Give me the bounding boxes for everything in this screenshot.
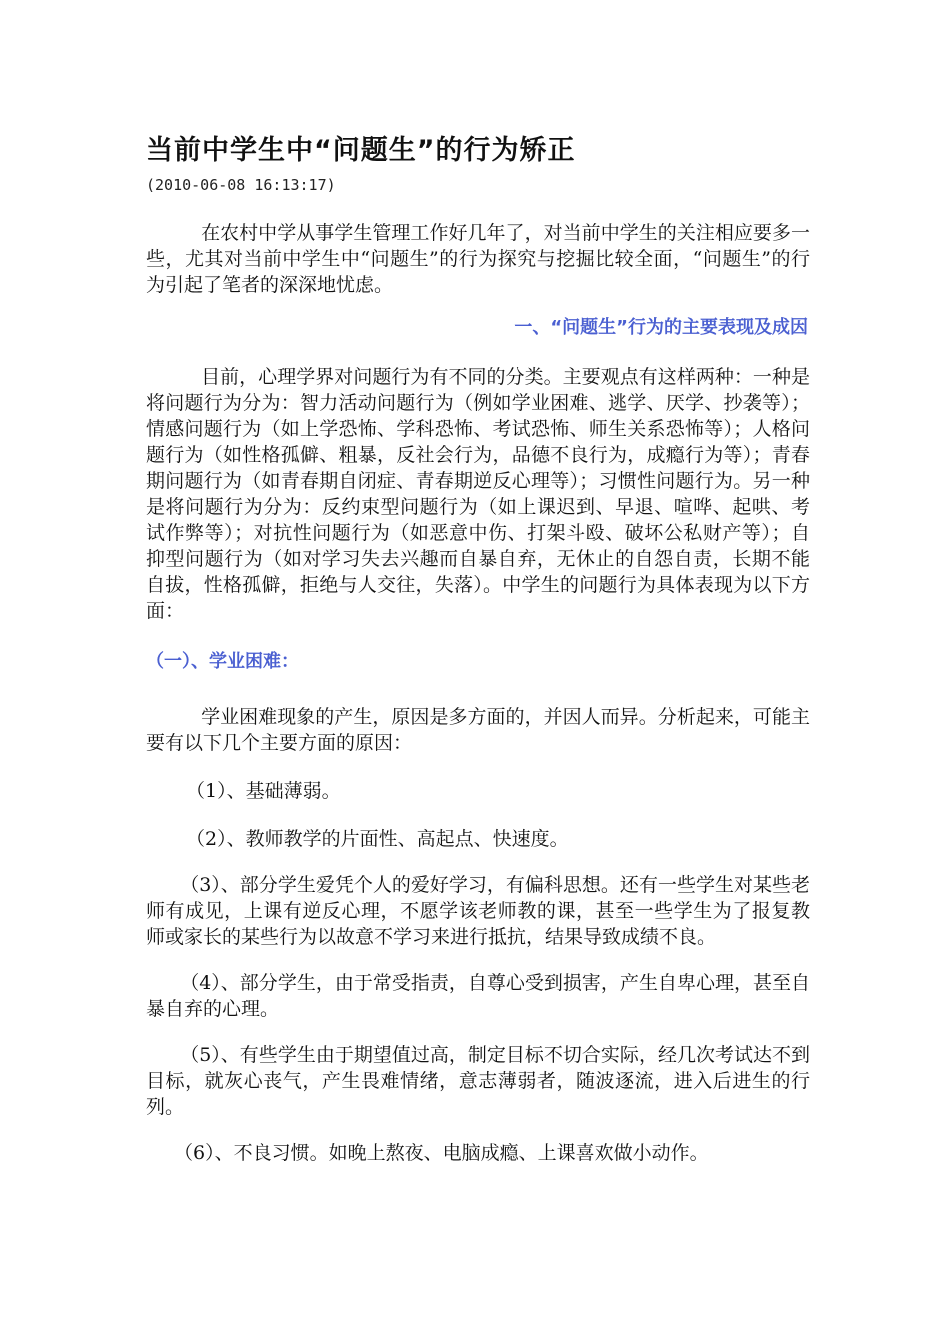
document-content: [146, 132, 810, 1166]
subsection-heading-1: （一）、学业困难：: [146, 651, 299, 672]
document-title: 当前中学生中“问题生”的行为矫正: [146, 135, 576, 166]
section-heading-1: 一、“问题生”行为的主要表现及成因: [514, 317, 808, 338]
list-item-2: （2）、教师教学的片面性、高起点、快速度。: [186, 828, 569, 850]
document-date: (2010-06-08 16:13:17): [146, 176, 336, 194]
list-item-3: （3）、部分学生爱凭个人的爱好学习，有偏科思想。还有一些学生对某些老师有成见，上课有逆反心理，不愿学该老师教的课，甚至一些学生为了报复教师或家长的某些行为以故意不学习来进行抵抗，结果导致成绩不良。: [146, 874, 810, 948]
list-item-6: （6）、不良习惯。如晚上熬夜、电脑成瘾、上课喜欢做小动作。: [174, 1142, 709, 1164]
section-1-body: 目前，心理学界对问题行为有不同的分类。主要观点有这样两种：一种是将问题行为分为：智力活动问题行为（例如学业困难、逃学、厌学、抄袭等）；情感问题行为（如上学恐怖、学科恐怖、考试恐怖、师生关系恐怖等）；人格问题行为（如性格孤僻、粗暴，反社会行为，品德不良行为，成瘾行为等）；青春期问题行为（如青春期自闭症、青春期逆反心理等）；习惯性问题行为。另一种是将问题行为分为：反约束型问题行为（如上课迟到、早退、喧哗、起哄、考试作弊等）；对抗性问题行为（如恶意中伤、打架斗殴、破坏公私财产等）；自抑型问题行为（如对学习失去兴趣而自暴自弃，无休止的自怨自责，长期不能自拔，性格孤僻，拒绝与人交往，失落）。中学生的问题行为具体表现为以下方面：: [146, 366, 810, 622]
subsection-1-body: 学业困难现象的产生，原因是多方面的，并因人而异。分析起来，可能主要有以下几个主要方面的原因：: [146, 706, 810, 754]
intro-paragraph: 在农村中学从事学生管理工作好几年了，对当前中学生的关注相应要多一些，尤其对当前中学生中“问题生”的行为探究与挖掘比较全面，“问题生”的行为引起了笔者的深深地忧虑。: [146, 222, 810, 296]
list-item-4: （4）、部分学生，由于常受指责，自尊心受到损害，产生自卑心理，甚至自暴自弃的心理。: [146, 972, 810, 1020]
list-item-1: （1）、基础薄弱。: [186, 780, 341, 802]
list-item-5: （5）、有些学生由于期望值过高，制定目标不切合实际，经几次考试达不到目标，就灰心丧气，产生畏难情绪，意志薄弱者，随波逐流，进入后进生的行列。: [146, 1044, 810, 1118]
